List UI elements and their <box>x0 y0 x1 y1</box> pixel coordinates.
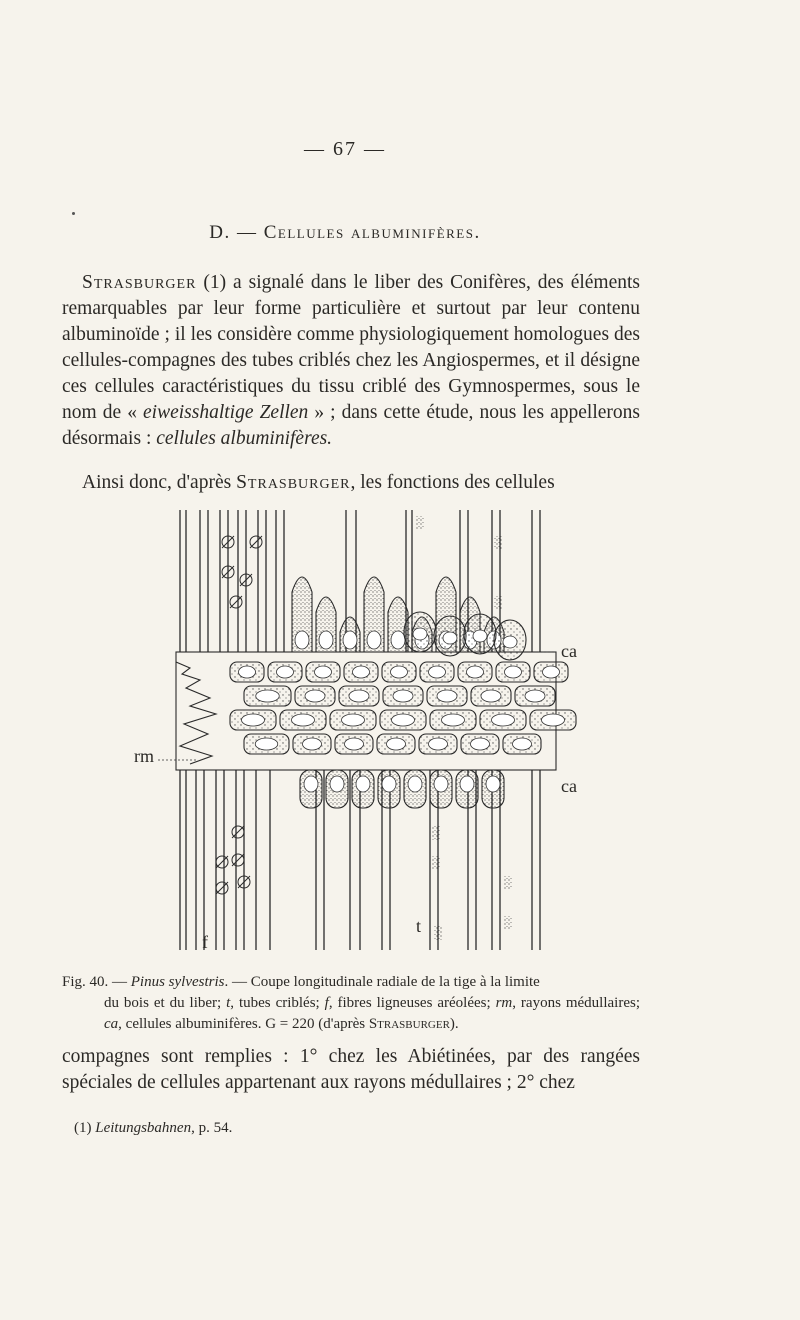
german-term: eiweisshaltige Zellen <box>143 402 309 423</box>
cell-nucleus <box>315 666 332 678</box>
cell-nucleus <box>442 714 465 726</box>
ink-dot <box>72 212 75 215</box>
torn-edge <box>176 662 216 764</box>
caption-text: ). <box>449 1016 459 1032</box>
footnote-title: Leitungsbahnen <box>95 1120 192 1136</box>
figure-caption <box>62 972 640 1035</box>
cell-nucleus <box>349 690 369 702</box>
cell-nucleus <box>473 630 487 642</box>
label-t: t <box>416 916 422 936</box>
caption-abbr-ca: ca <box>104 1016 119 1032</box>
medullary-ray-band <box>176 652 576 770</box>
paragraph-text: » ; dans cette étude, nous les appellerons désormais : <box>62 402 640 449</box>
caption-fig-number: Fig. 40. — <box>62 974 131 990</box>
author-name: Strasburger <box>82 272 197 293</box>
cell-nucleus <box>505 666 522 678</box>
sieve-area <box>494 596 502 610</box>
section-heading: D. — Cellules albuminifères. <box>209 222 481 243</box>
sieve-area <box>504 876 512 890</box>
cell-nucleus <box>391 666 408 678</box>
label-ca-upper: ca <box>561 641 577 661</box>
caption-abbr-f: f <box>324 995 329 1011</box>
paragraph-text: , les fonctions des cellules <box>350 472 555 493</box>
cell-nucleus <box>356 776 370 792</box>
cell-nucleus <box>460 776 474 792</box>
sieve-area <box>434 926 442 940</box>
cell-nucleus <box>242 714 265 726</box>
cell-nucleus <box>305 690 325 702</box>
cell-nucleus <box>292 714 315 726</box>
cell-nucleus <box>343 631 357 649</box>
sieve-area <box>432 826 440 840</box>
sieve-area <box>432 856 440 870</box>
caption-text: . — Coupe longitudinale radiale de la tige à la limite <box>224 974 540 990</box>
cell-nucleus <box>467 666 484 678</box>
caption-continuation <box>62 993 640 1035</box>
cell-nucleus <box>443 632 457 644</box>
cell-nucleus <box>542 714 565 726</box>
label-rm: rm <box>134 746 154 766</box>
cell-nucleus <box>492 714 515 726</box>
cell-nucleus <box>304 776 318 792</box>
label-ca-lower: ca <box>561 776 577 796</box>
cell-nucleus <box>486 776 500 792</box>
cell-nucleus <box>367 631 381 649</box>
caption-author: Strasburger <box>368 1016 450 1032</box>
caption-text: , fibres ligneuses aréolées; <box>328 995 496 1011</box>
sieve-area <box>416 516 424 530</box>
paragraph-text: (1) a signalé dans le liber des Conifères, des éléments remarquables par leur forme particulière et surtout par leur contenu albuminoïde ; il les considère comme physiologiquement homologues des cellules-compagnes des tubes criblés chez les Angiospermes, et il désigne ces cellules caractéristiques du tissu criblé des Gymnospermes, sous le nom de « <box>62 272 640 423</box>
cell-nucleus <box>429 666 446 678</box>
botanical-drawing <box>120 502 620 954</box>
caption-species: Pinus sylvestris <box>130 974 225 990</box>
cell-nucleus <box>434 776 448 792</box>
cell-nucleus <box>295 631 309 649</box>
cell-nucleus <box>408 776 422 792</box>
cell-nucleus <box>429 738 448 750</box>
caption-abbr-t: t <box>226 995 231 1011</box>
sieve-area <box>494 536 502 550</box>
cell-nucleus <box>481 690 501 702</box>
cell-nucleus <box>543 666 560 678</box>
cell-nucleus <box>437 690 457 702</box>
cell-nucleus <box>342 714 365 726</box>
french-term: cellules albuminifères. <box>156 428 333 449</box>
cell-nucleus <box>503 636 517 648</box>
cell-nucleus <box>471 738 490 750</box>
paragraph-2 <box>62 470 640 496</box>
paragraph-3: compagnes sont remplies : 1° chez les Abiétinées, par des rangées spéciales de cellules appartenant aux rayons médullaires ; 2° chez <box>62 1046 640 1093</box>
figure-40-illustration <box>120 502 620 954</box>
cell-nucleus <box>525 690 545 702</box>
cell-nucleus <box>353 666 370 678</box>
cell-nucleus <box>392 714 415 726</box>
cell-nucleus <box>387 738 406 750</box>
footnote-number: (1) <box>74 1120 96 1136</box>
caption-text: , rayons médullaires; <box>512 995 640 1011</box>
caption-abbr-rm: rm <box>495 995 513 1011</box>
cell-nucleus <box>319 631 333 649</box>
caption-text: du bois et du liber; <box>104 995 227 1011</box>
cell-nucleus <box>277 666 294 678</box>
cell-nucleus <box>413 628 427 640</box>
paragraph-1 <box>62 270 640 452</box>
paragraph-text: Ainsi donc, d'après <box>82 472 237 493</box>
cell-nucleus <box>513 738 532 750</box>
cell-nucleus <box>255 738 278 750</box>
cell-nucleus <box>393 690 413 702</box>
page-number: — 67 — <box>304 138 386 160</box>
cell-nucleus <box>345 738 364 750</box>
footnote-page-ref: , p. 54. <box>191 1120 233 1136</box>
footnote <box>74 1120 232 1137</box>
author-name: Strasburger <box>236 472 351 493</box>
cell-nucleus <box>391 631 405 649</box>
label-f: f <box>202 932 208 952</box>
cell-nucleus <box>239 666 256 678</box>
cell-nucleus <box>256 690 280 702</box>
cell-nucleus <box>382 776 396 792</box>
cell-nucleus <box>303 738 322 750</box>
cell-nucleus <box>330 776 344 792</box>
sieve-area <box>504 916 512 930</box>
caption-text: , cellules albuminifères. G = 220 (d'après <box>118 1016 369 1032</box>
caption-text: , tubes criblés; <box>230 995 325 1011</box>
